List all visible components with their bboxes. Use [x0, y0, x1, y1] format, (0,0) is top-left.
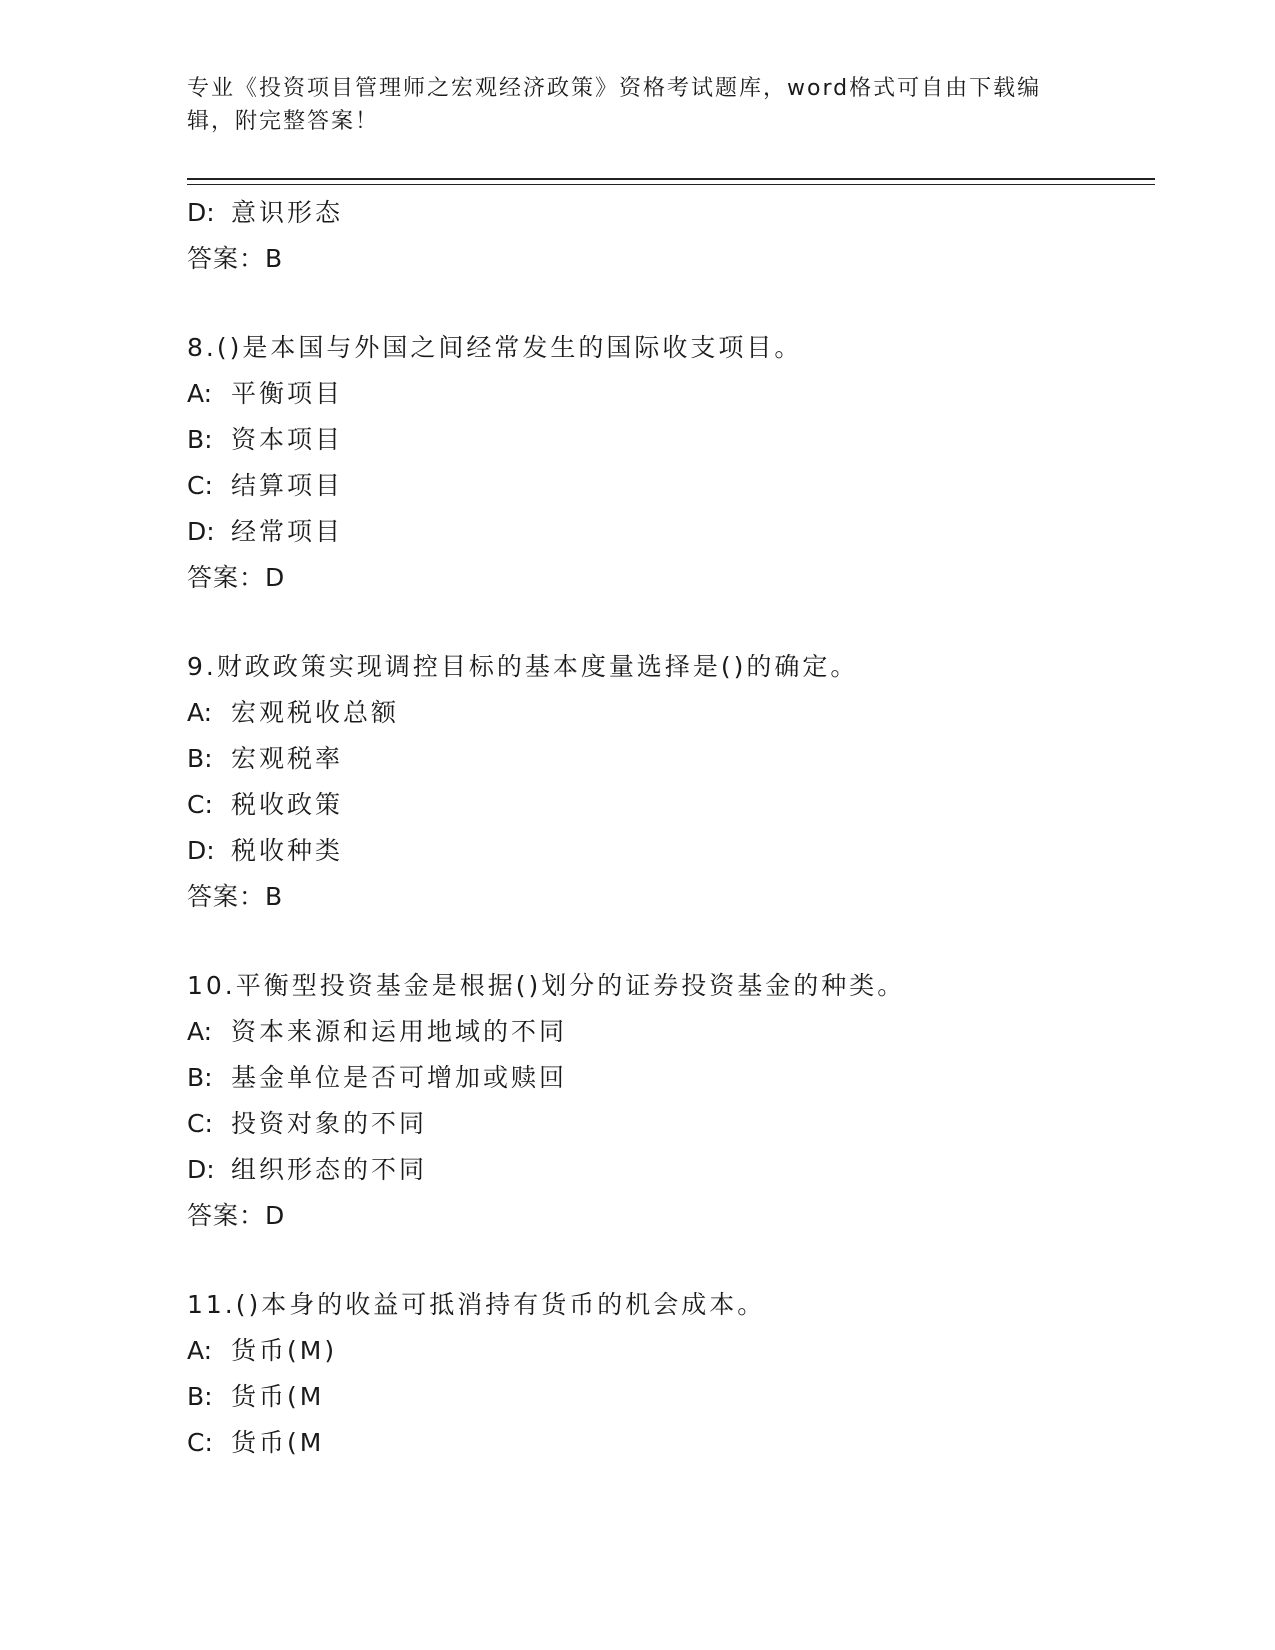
- option-line: [187, 417, 1155, 463]
- option-text: 宏观税率: [231, 744, 344, 773]
- answer-line: 答案：D: [187, 1201, 286, 1230]
- option-line: [187, 1055, 1155, 1101]
- header-line-2: 辑，附完整答案！: [187, 109, 380, 134]
- question-stem: 10.平衡型投资基金是根据()划分的证券投资基金的种类。: [187, 971, 906, 1000]
- document-header: [187, 72, 1067, 138]
- option-text: 基金单位是否可增加或赎回: [231, 1063, 568, 1092]
- spacer: [187, 920, 1155, 963]
- header-line-1: 专业《投资项目管理师之宏观经济政策》资格考试题库，word格式可自由下载编: [187, 76, 1042, 101]
- option-key: A:: [187, 379, 213, 408]
- option-key: C:: [187, 471, 213, 500]
- option-line: [187, 828, 1155, 874]
- option-key: C:: [187, 1109, 213, 1138]
- option-text: 税收政策: [231, 790, 344, 819]
- header-rule-thick: [187, 178, 1155, 180]
- option-text: 税收种类: [231, 836, 344, 865]
- spacer: [187, 601, 1155, 644]
- question-stem: 9.财政政策实现调控目标的基本度量选择是()的确定。: [187, 652, 859, 681]
- option-text: 意识形态: [231, 198, 344, 227]
- option-line: [187, 1101, 1155, 1147]
- answer-line: 答案：B: [187, 882, 284, 911]
- option-key: C:: [187, 790, 213, 819]
- option-text: 组织形态的不同: [231, 1155, 428, 1184]
- option-line: [187, 463, 1155, 509]
- option-line: [187, 690, 1155, 736]
- question-list: [187, 190, 1155, 1466]
- option-key: D:: [187, 198, 215, 227]
- answer-line: 答案：B: [187, 244, 284, 273]
- option-key: B:: [187, 1063, 213, 1092]
- option-line: [187, 190, 1155, 236]
- option-line: [187, 1328, 1155, 1374]
- option-text: 货币(M: [231, 1428, 325, 1457]
- option-line: [187, 1147, 1155, 1193]
- option-text: 货币(M: [231, 1382, 325, 1411]
- spacer: [187, 282, 1155, 325]
- option-text: 宏观税收总额: [231, 698, 400, 727]
- option-line: [187, 371, 1155, 417]
- option-text: 资本来源和运用地域的不同: [231, 1017, 568, 1046]
- header-rule-thin: [187, 184, 1155, 185]
- option-line: [187, 509, 1155, 555]
- spacer: [187, 1239, 1155, 1282]
- question-stem: 8.()是本国与外国之间经常发生的国际收支项目。: [187, 333, 803, 362]
- answer-line: 答案：D: [187, 563, 286, 592]
- option-key: A:: [187, 698, 213, 727]
- option-text: 货币(M): [231, 1336, 338, 1365]
- option-line: [187, 736, 1155, 782]
- option-line: [187, 1374, 1155, 1420]
- option-key: A:: [187, 1336, 213, 1365]
- option-line: [187, 782, 1155, 828]
- option-line: [187, 1420, 1155, 1466]
- option-line: [187, 1009, 1155, 1055]
- option-text: 资本项目: [231, 425, 344, 454]
- option-key: B:: [187, 425, 213, 454]
- option-key: C:: [187, 1428, 213, 1457]
- option-text: 平衡项目: [231, 379, 344, 408]
- option-text: 经常项目: [231, 517, 344, 546]
- option-key: D:: [187, 836, 215, 865]
- option-key: D:: [187, 517, 215, 546]
- option-text: 投资对象的不同: [231, 1109, 428, 1138]
- option-key: A:: [187, 1017, 213, 1046]
- option-text: 结算项目: [231, 471, 344, 500]
- question-stem: 11.()本身的收益可抵消持有货币的机会成本。: [187, 1290, 766, 1319]
- option-key: B:: [187, 1382, 213, 1411]
- option-key: D:: [187, 1155, 215, 1184]
- option-key: B:: [187, 744, 213, 773]
